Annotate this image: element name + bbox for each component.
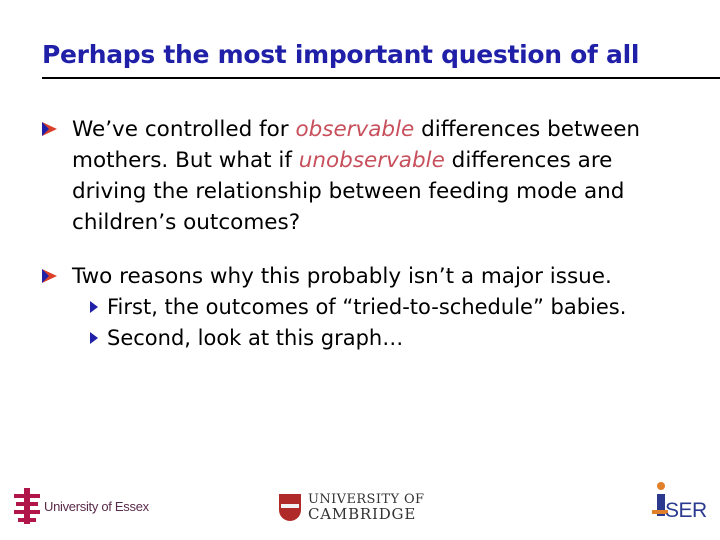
bullet-arrow-icon xyxy=(42,122,57,136)
iser-dot-icon xyxy=(657,482,665,490)
bullet-text: Two reasons why this probably isn’t a major issue. xyxy=(72,264,612,289)
sub-bullet-item xyxy=(90,292,682,323)
sub-bullet-arrow-icon xyxy=(90,301,98,313)
bullet-text: differences are driving the relationship between feeding mode and children’s outcomes? xyxy=(72,148,625,235)
sub-bullet-text: First, the outcomes of “tried-to-schedule” babies. xyxy=(107,295,627,319)
cambridge-logo-line2: CAMBRIDGE xyxy=(308,505,417,523)
cambridge-shield-icon xyxy=(279,494,301,521)
university-of-cambridge-logo xyxy=(279,492,424,522)
emphasis-text: unobservable xyxy=(298,148,445,173)
slide-title: Perhaps the most important question of all xyxy=(42,40,640,69)
title-divider xyxy=(42,77,720,79)
essex-logo-text: University of Essex xyxy=(44,498,149,514)
bullet-item xyxy=(42,114,682,238)
bullet-item xyxy=(42,261,682,354)
iser-logo xyxy=(652,482,710,530)
cambridge-logo-line1: UNIVERSITY OF xyxy=(308,492,425,507)
essex-crest-icon xyxy=(14,488,40,524)
bullet-list xyxy=(42,114,682,354)
iser-logo-text: SER xyxy=(665,499,707,522)
bullet-arrow-icon xyxy=(42,269,57,283)
sub-bullet-text: Second, look at this graph… xyxy=(107,326,404,350)
bullet-text: We’ve controlled for xyxy=(72,117,296,142)
sub-bullet-item xyxy=(90,323,682,354)
bullet-text: differences between mothers. But what if xyxy=(72,117,641,173)
sub-bullet-arrow-icon xyxy=(90,332,98,344)
university-of-essex-logo xyxy=(14,488,149,524)
emphasis-text: observable xyxy=(295,117,415,142)
